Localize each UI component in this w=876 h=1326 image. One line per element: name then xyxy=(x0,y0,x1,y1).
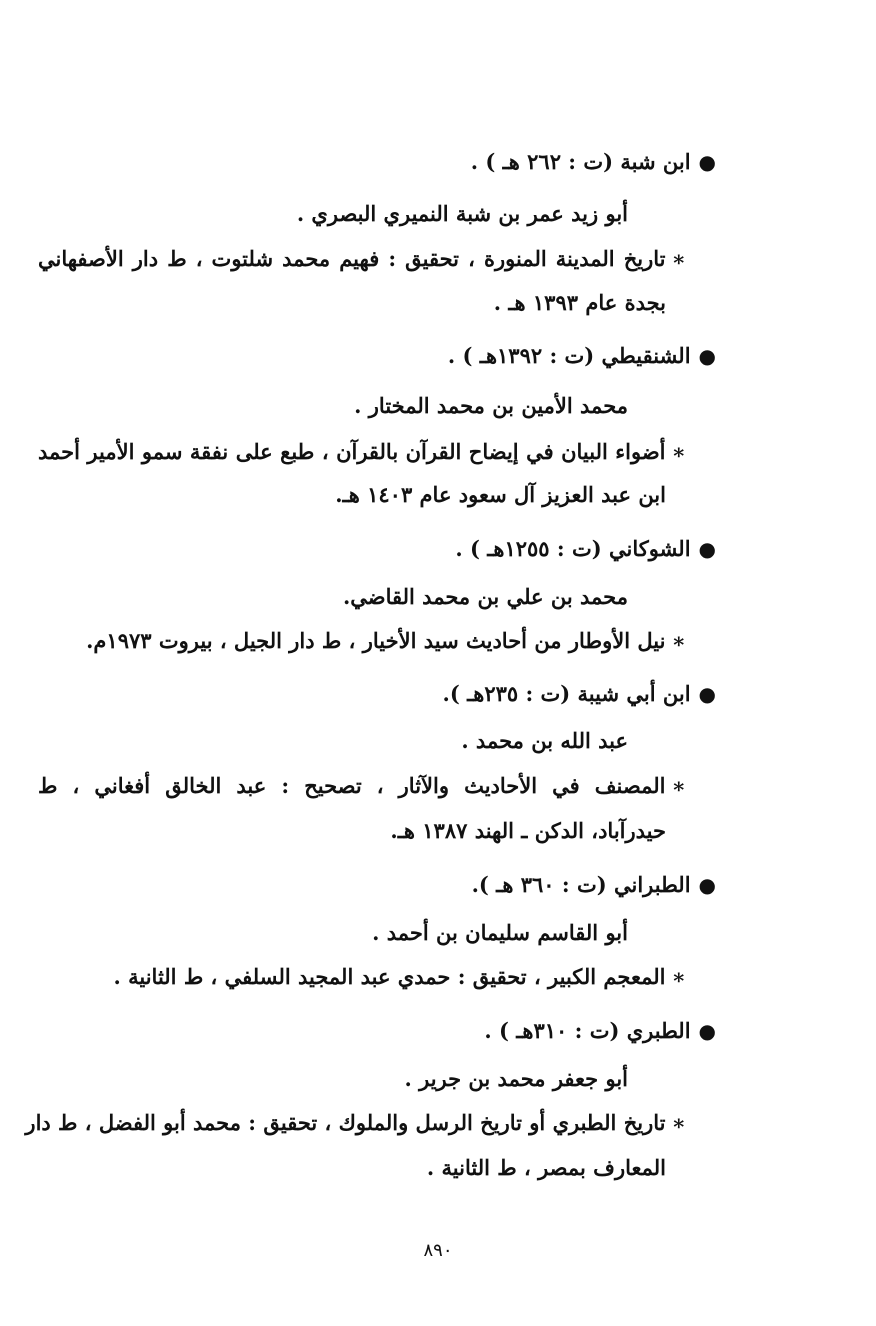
asterisk-icon: ∗ xyxy=(671,773,686,798)
book-reference-continued: بجدة عام ١٣٩٣ هـ . xyxy=(493,290,666,315)
author-name: محمد الأمين بن محمد المختار . xyxy=(354,393,628,418)
bullet-icon: ● xyxy=(698,682,716,706)
entry-heading: ●الشوكاني (ت : ١٢٥٥هـ ) . xyxy=(455,536,716,561)
entry-heading: ●ابن شبة (ت : ٢٦٢ هـ ) . xyxy=(470,149,716,174)
bullet-icon: ● xyxy=(698,1019,716,1043)
bullet-icon: ● xyxy=(698,537,716,561)
book-reference: ∗أضواء البيان في إيضاح القرآن بالقرآن ، طبع على نفقة سمو الأمير أحمد xyxy=(38,439,686,464)
author-name: أبو جعفر محمد بن جرير . xyxy=(404,1066,628,1091)
asterisk-icon: ∗ xyxy=(671,439,686,464)
asterisk-icon: ∗ xyxy=(671,964,686,989)
author-name: عبد الله بن محمد . xyxy=(461,728,628,753)
author-name: أبو زيد عمر بن شبة النميري البصري . xyxy=(296,201,628,226)
entry-heading: ●الطبري (ت : ٣١٠هـ ) . xyxy=(484,1018,716,1043)
book-reference: ∗تاريخ الطبري أو تاريخ الرسل والملوك ، تحقيق : محمد أبو الفضل ، ط دار xyxy=(25,1110,686,1135)
book-reference-continued: حيدرآباد، الدكن ـ الهند ١٣٨٧ هـ. xyxy=(390,818,666,843)
book-reference: ∗المصنف في الأحاديث والآثار ، تصحيح : عبد الخالق أفغاني ، ط xyxy=(38,773,686,798)
page-number: ٨٩٠ xyxy=(423,1240,453,1261)
author-name: أبو القاسم سليمان بن أحمد . xyxy=(372,920,628,945)
bullet-icon: ● xyxy=(698,873,716,897)
asterisk-icon: ∗ xyxy=(671,246,686,271)
entry-heading: ●الطبراني (ت : ٣٦٠ هـ ). xyxy=(471,872,716,897)
book-reference: ∗المعجم الكبير ، تحقيق : حمدي عبد المجيد السلفي ، ط الثانية . xyxy=(113,964,686,989)
bullet-icon: ● xyxy=(698,344,716,368)
asterisk-icon: ∗ xyxy=(671,628,686,653)
entry-heading: ●ابن أبي شيبة (ت : ٢٣٥هـ ). xyxy=(442,681,716,706)
entry-heading: ●الشنقيطي (ت : ١٣٩٢هـ ) . xyxy=(447,343,716,368)
author-name: محمد بن علي بن محمد القاضي. xyxy=(342,584,628,609)
book-reference-continued: ابن عبد العزيز آل سعود عام ١٤٠٣ هـ. xyxy=(335,482,666,507)
asterisk-icon: ∗ xyxy=(671,1110,686,1135)
bullet-icon: ● xyxy=(698,150,716,174)
book-reference-continued: المعارف بمصر ، ط الثانية . xyxy=(426,1155,666,1180)
book-reference: ∗تاريخ المدينة المنورة ، تحقيق : فهيم محمد شلتوت ، ط دار الأصفهاني xyxy=(38,246,686,271)
book-reference: ∗نيل الأوطار من أحاديث سيد الأخيار ، ط دار الجيل ، بيروت ١٩٧٣م. xyxy=(86,628,686,653)
